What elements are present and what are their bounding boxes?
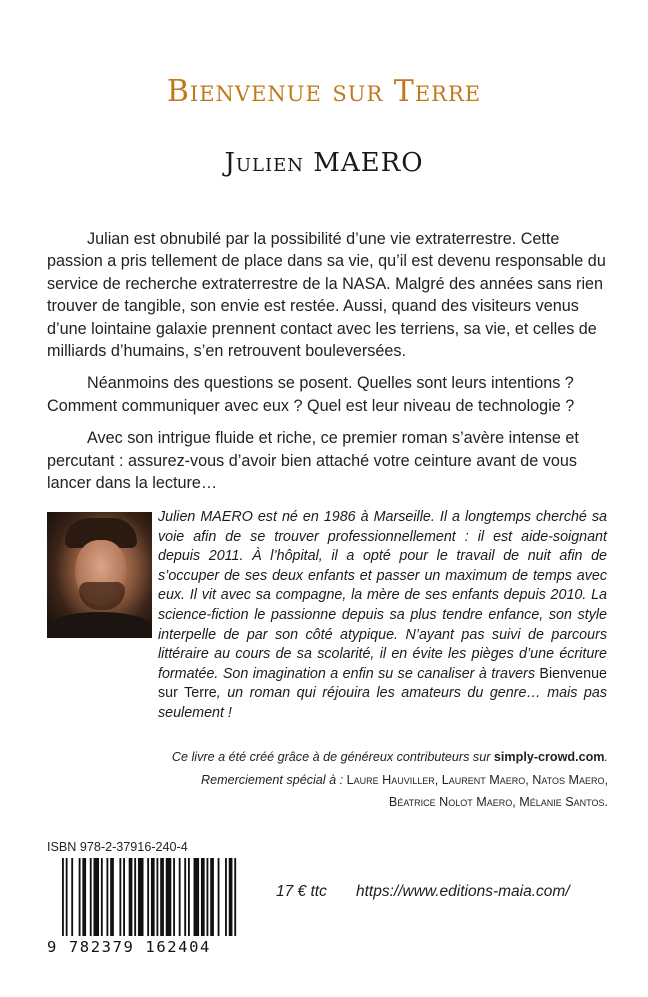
credits-line-1: Ce livre a été créé grâce à de généreux contributeurs sur simply-crowd.com. bbox=[171, 750, 608, 764]
isbn-number: ISBN 978-2-37916-240-4 bbox=[47, 840, 188, 854]
credits-line-2: Remerciement spécial à : Laure Hauviller, Laurent Maero, Natos Maero, bbox=[201, 772, 608, 787]
thanks-names-1: Laure Hauviller, Laurent Maero, Natos Maero, bbox=[346, 772, 608, 787]
author-name: Julien MAERO bbox=[224, 148, 424, 178]
blurb-paragraph-2: Néanmoins des questions se posent. Quelles sont leurs intentions ? Comment communiquer avec eux ? Quel est leur niveau de technologie ? bbox=[47, 374, 575, 415]
price: 17 € ttc bbox=[276, 883, 327, 900]
blurb-paragraph-3: Avec son intrigue fluide et riche, ce premier roman s’avère intense et percutant : assurez-vous d’avoir bien attaché votre ceinture avant de vous lancer dans la lecture… bbox=[47, 429, 579, 493]
book-title: Bienvenue sur Terre bbox=[166, 74, 482, 109]
bio-book-title: Bienvenue sur Terre bbox=[158, 665, 607, 702]
barcode-digits: 9 782379 162404 bbox=[47, 938, 211, 956]
bio-text-after: , un roman qui réjouira les amateurs du genre… mais pas seulement ! bbox=[158, 685, 607, 721]
bio-text-before: Julien MAERO est né en 1986 à Marseille. Il a longtemps cherché sa voie afin de se trouver professionnellement : il est aide-soignant depuis 2011. À l’hôpital, il a opté pour le travail de nuit afin de s’occuper de ses deux enfants et passer un maximum de temps avec eux. Il vit avec sa compagne, la mère de ses enfants depuis 2010. La science-fiction le passionne depuis sa plus tendre enfance, son style interpelle de par son côté atypique. N’ayant pas suivi de parcours littéraire au cours de sa scolarité, il en évite les pièges d’une écriture formatée. Son imagination a enfin su se canaliser à travers bbox=[158, 509, 607, 682]
publisher-url: https://www.editions-maia.com/ bbox=[356, 883, 570, 900]
author-bio bbox=[158, 508, 607, 724]
crowdfunding-site-link: simply-crowd.com bbox=[493, 750, 605, 764]
credits bbox=[48, 746, 608, 814]
back-cover-blurb bbox=[47, 228, 607, 504]
blurb-paragraph-1: Julian est obnubilé par la possibilité d’une vie extraterrestre. Cette passion a pris tellement de place dans sa vie, qu’il est devenu responsable du service de recherche extraterrestre de la NASA. Malgré des années sans rien trouver de tangible, son envie est restée. Aussi, quand des visiteurs venus d’une lointaine galaxie prennent contact avec les terriens, sa vie, et celles de milliards d’humains, s’en retrouvent bouleversées. bbox=[47, 230, 606, 361]
author-photo bbox=[47, 512, 152, 638]
barcode-icon bbox=[62, 858, 238, 936]
credits-line-3: Béatrice Nolot Maero, Mélanie Santos. bbox=[388, 795, 608, 809]
